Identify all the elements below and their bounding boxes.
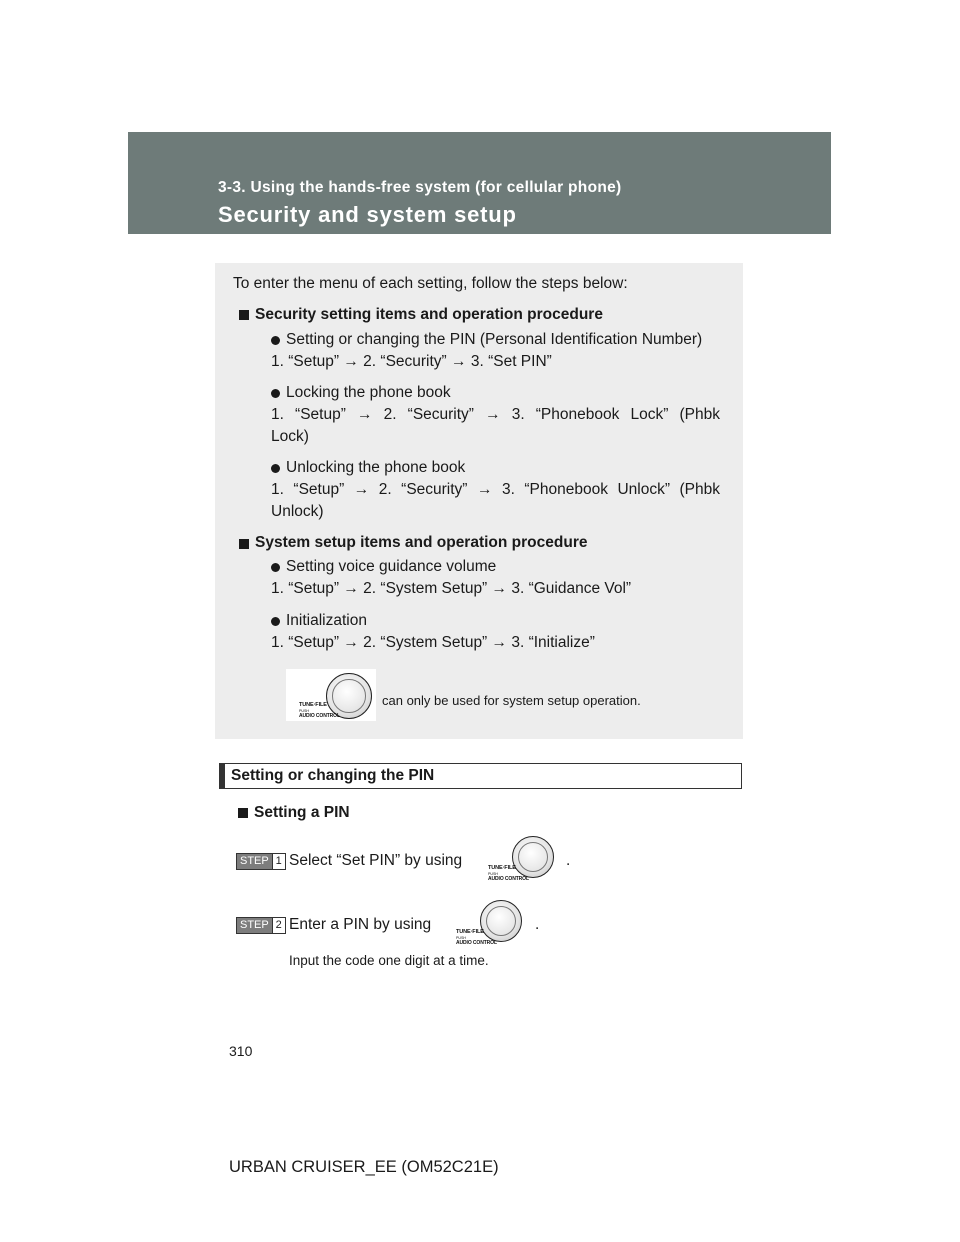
step-1-badge — [236, 853, 286, 870]
intro-text: To enter the menu of each setting, follow the steps below: — [233, 275, 628, 292]
knob-label: TUNE·FILE — [488, 865, 516, 871]
knob-push-label: PUSH — [488, 872, 498, 876]
knob-audio-label: AUDIO CONTROL — [299, 713, 340, 719]
path-arrow: → — [357, 406, 373, 423]
subheading-box — [225, 763, 742, 789]
knob-push-label: PUSH — [456, 936, 466, 940]
page-title: Security and system setup — [218, 202, 517, 227]
footer-model: URBAN CRUISER_EE (OM52C21E) — [229, 1158, 499, 1176]
volume-path: 1. “Setup” → 2. “System Setup” → 3. “Guidance Vol” — [271, 580, 632, 597]
init-path: 1. “Setup” → 2. “System Setup” → 3. “Initialize” — [271, 634, 595, 651]
path-word: “Setup” — [293, 481, 345, 498]
path-arrow: → — [353, 481, 370, 498]
knob-audio-label: AUDIO CONTROL — [488, 876, 529, 882]
path-word: “Security” — [407, 406, 474, 423]
bullet-icon — [271, 563, 280, 572]
subheading-bar — [219, 763, 225, 789]
square-bullet-icon — [239, 310, 249, 320]
lock-label: Locking the phone book — [286, 384, 451, 401]
path-word: (Phbk — [679, 406, 720, 423]
volume-label: Setting voice guidance volume — [286, 558, 497, 575]
unlock-path-end: Unlock) — [271, 503, 324, 520]
knob-note: can only be used for system setup operation. — [382, 693, 641, 708]
path-word: “Security” — [401, 481, 468, 498]
bullet-icon — [271, 336, 280, 345]
system-heading: System setup items and operation procedure — [255, 534, 588, 551]
step-number: 1 — [272, 854, 285, 869]
bullet-icon — [271, 389, 280, 398]
subheading: Setting or changing the PIN — [231, 767, 435, 784]
path-arrow: → — [476, 481, 493, 498]
path-word: 3. — [511, 406, 525, 423]
setting-pin-heading: Setting a PIN — [254, 804, 350, 821]
tune-file-knob-icon — [482, 833, 558, 885]
set-pin-path: 1. “Setup” → 2. “Security” → 3. “Set PIN” — [271, 353, 552, 370]
security-heading: Security setting items and operation procedure — [255, 306, 603, 323]
lock-path-end: Lock) — [271, 428, 309, 445]
knob-dial-icon — [512, 836, 554, 878]
step-2-text: Enter a PIN by using — [289, 916, 432, 933]
unlock-path — [271, 479, 720, 501]
bullet-icon — [271, 617, 280, 626]
square-bullet-icon — [239, 539, 249, 549]
knob-label: TUNE·FILE — [456, 929, 484, 935]
chapter-header — [128, 132, 831, 234]
path-word: “Phonebook — [524, 481, 608, 498]
path-word: 3. — [501, 481, 515, 498]
page-number: 310 — [229, 1043, 253, 1059]
knob-dial-icon — [480, 900, 522, 942]
path-word: Lock” — [630, 406, 669, 423]
step-2-period: . — [535, 916, 540, 933]
unlock-label: Unlocking the phone book — [286, 459, 466, 476]
step-2-note: Input the code one digit at a time. — [289, 953, 489, 968]
step-word: STEP — [240, 919, 269, 931]
path-word: “Setup” — [295, 406, 346, 423]
path-arrow: → — [485, 406, 501, 423]
set-pin-label: Setting or changing the PIN (Personal Identification Number) — [286, 331, 703, 348]
knob-push-label: PUSH — [299, 709, 309, 713]
path-word: 2. — [378, 481, 392, 498]
step-word: STEP — [240, 855, 269, 867]
step-1-period: . — [566, 852, 571, 869]
bullet-icon — [271, 464, 280, 473]
tune-file-knob-icon — [450, 897, 526, 949]
path-word: 2. — [383, 406, 397, 423]
path-word: (Phbk — [679, 481, 720, 498]
info-box — [215, 263, 743, 739]
square-bullet-icon — [238, 808, 248, 818]
section-label: 3-3. Using the hands-free system (for cellular phone) — [218, 179, 622, 196]
path-word: 1. — [271, 406, 284, 423]
knob-audio-label: AUDIO CONTROL — [456, 940, 497, 946]
knob-label: TUNE·FILE — [299, 702, 327, 708]
step-1-text: Select “Set PIN” by using — [289, 852, 463, 869]
lock-path — [271, 404, 720, 426]
step-2-badge — [236, 917, 286, 934]
path-word: 1. — [271, 481, 284, 498]
path-word: “Phonebook — [535, 406, 620, 423]
step-number: 2 — [272, 918, 285, 933]
path-word: Unlock” — [617, 481, 670, 498]
init-label: Initialization — [286, 612, 367, 629]
tune-file-knob-icon — [286, 669, 376, 721]
